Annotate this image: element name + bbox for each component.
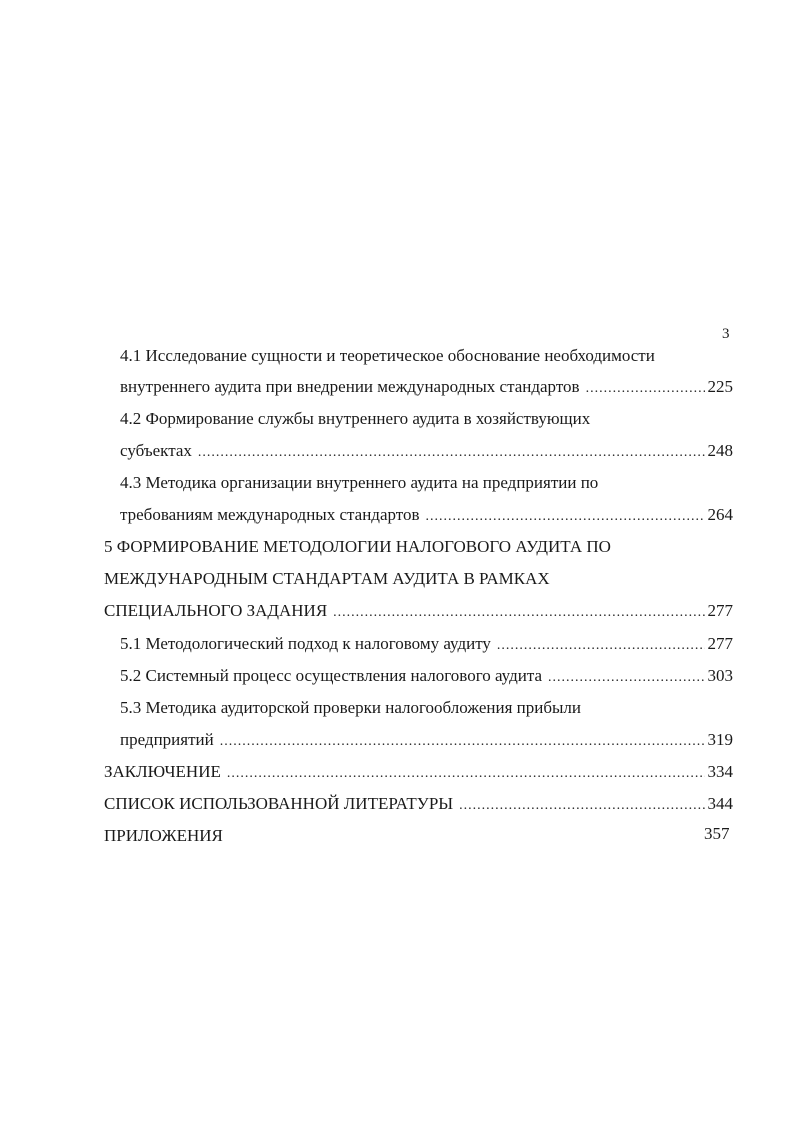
toc-chapter-5-line-2 <box>104 563 550 595</box>
toc-entry-appendices-page <box>704 818 730 850</box>
toc-chapter-5-line-1 <box>104 531 611 563</box>
dot-leader <box>220 726 705 758</box>
toc-entry-text: 4.3 Методика организации внутреннего аудита на предприятии по <box>120 473 599 492</box>
toc-page-number: 344 <box>707 794 733 813</box>
toc-entry-text: субъектах <box>120 441 192 460</box>
toc-entry-4-3-line-2[interactable] <box>120 499 733 531</box>
toc-page-number: 277 <box>707 634 733 653</box>
toc-page-number: 334 <box>707 762 733 781</box>
toc-entry-text: 5.2 Системный процесс осуществления налогового аудита <box>120 666 543 685</box>
toc-page-number: 277 <box>707 601 733 620</box>
toc-entry-text: 4.1 Исследование сущности и теоретическое обоснование необходимости <box>120 346 655 365</box>
toc-entry-text: ЗАКЛЮЧЕНИЕ <box>104 762 221 781</box>
toc-entry-bibliography[interactable] <box>104 788 733 820</box>
toc-page-number: 264 <box>707 505 733 524</box>
toc-entry-appendices[interactable] <box>104 820 223 852</box>
toc-entry-text: МЕЖДУНАРОДНЫМ СТАНДАРТАМ АУДИТА В РАМКАХ <box>104 569 550 588</box>
toc-page-number: 225 <box>707 377 733 396</box>
toc-entry-4-1-line-2[interactable] <box>120 371 733 403</box>
toc-entry-text: 5.3 Методика аудиторской проверки налогообложения прибыли <box>120 698 582 717</box>
dot-leader <box>548 662 704 694</box>
toc-entry-5-2[interactable] <box>120 660 733 692</box>
toc-entry-text: внутреннего аудита при внедрении международных стандартов <box>120 377 580 396</box>
dot-leader <box>426 501 705 533</box>
toc-entry-4-2-line-1 <box>120 403 590 435</box>
toc-entry-text: 5.1 Методологический подход к налоговому аудиту <box>120 634 491 653</box>
toc-entry-4-2-line-2[interactable] <box>120 435 733 467</box>
toc-entry-text: предприятий <box>120 730 214 749</box>
dot-leader <box>198 437 705 469</box>
toc-entry-text: ПРИЛОЖЕНИЯ <box>104 826 223 845</box>
toc-entry-text: 5 ФОРМИРОВАНИЕ МЕТОДОЛОГИИ НАЛОГОВОГО АУДИТА ПО <box>104 537 611 556</box>
toc-page-number: 319 <box>707 730 733 749</box>
toc-entry-text: СПЕЦИАЛЬНОГО ЗАДАНИЯ <box>104 601 328 620</box>
toc-entry-4-1-line-1 <box>120 340 655 372</box>
page-number: 3 <box>722 326 730 342</box>
toc-entry-text: 4.2 Формирование службы внутреннего аудита в хозяйствующих <box>120 409 591 428</box>
toc-entry-conclusion[interactable] <box>104 756 733 788</box>
dot-leader <box>227 758 705 790</box>
toc-entry-text: СПИСОК ИСПОЛЬЗОВАННОЙ ЛИТЕРАТУРЫ <box>104 794 454 813</box>
toc-entry-5-3-line-1 <box>120 692 581 724</box>
toc-entry-text: требованиям международных стандартов <box>120 505 420 524</box>
toc-page-number: 248 <box>707 441 733 460</box>
dot-leader <box>459 790 704 822</box>
toc-chapter-5-line-3[interactable] <box>104 595 733 627</box>
toc-entry-5-1[interactable] <box>120 628 733 660</box>
toc-page-number: 357 <box>704 824 730 843</box>
dot-leader <box>497 630 705 662</box>
toc-page-number: 303 <box>707 666 733 685</box>
toc-entry-5-3-line-2[interactable] <box>120 724 733 756</box>
toc-entry-4-3-line-1 <box>120 467 598 499</box>
dot-leader <box>333 597 704 629</box>
dot-leader <box>586 373 705 405</box>
